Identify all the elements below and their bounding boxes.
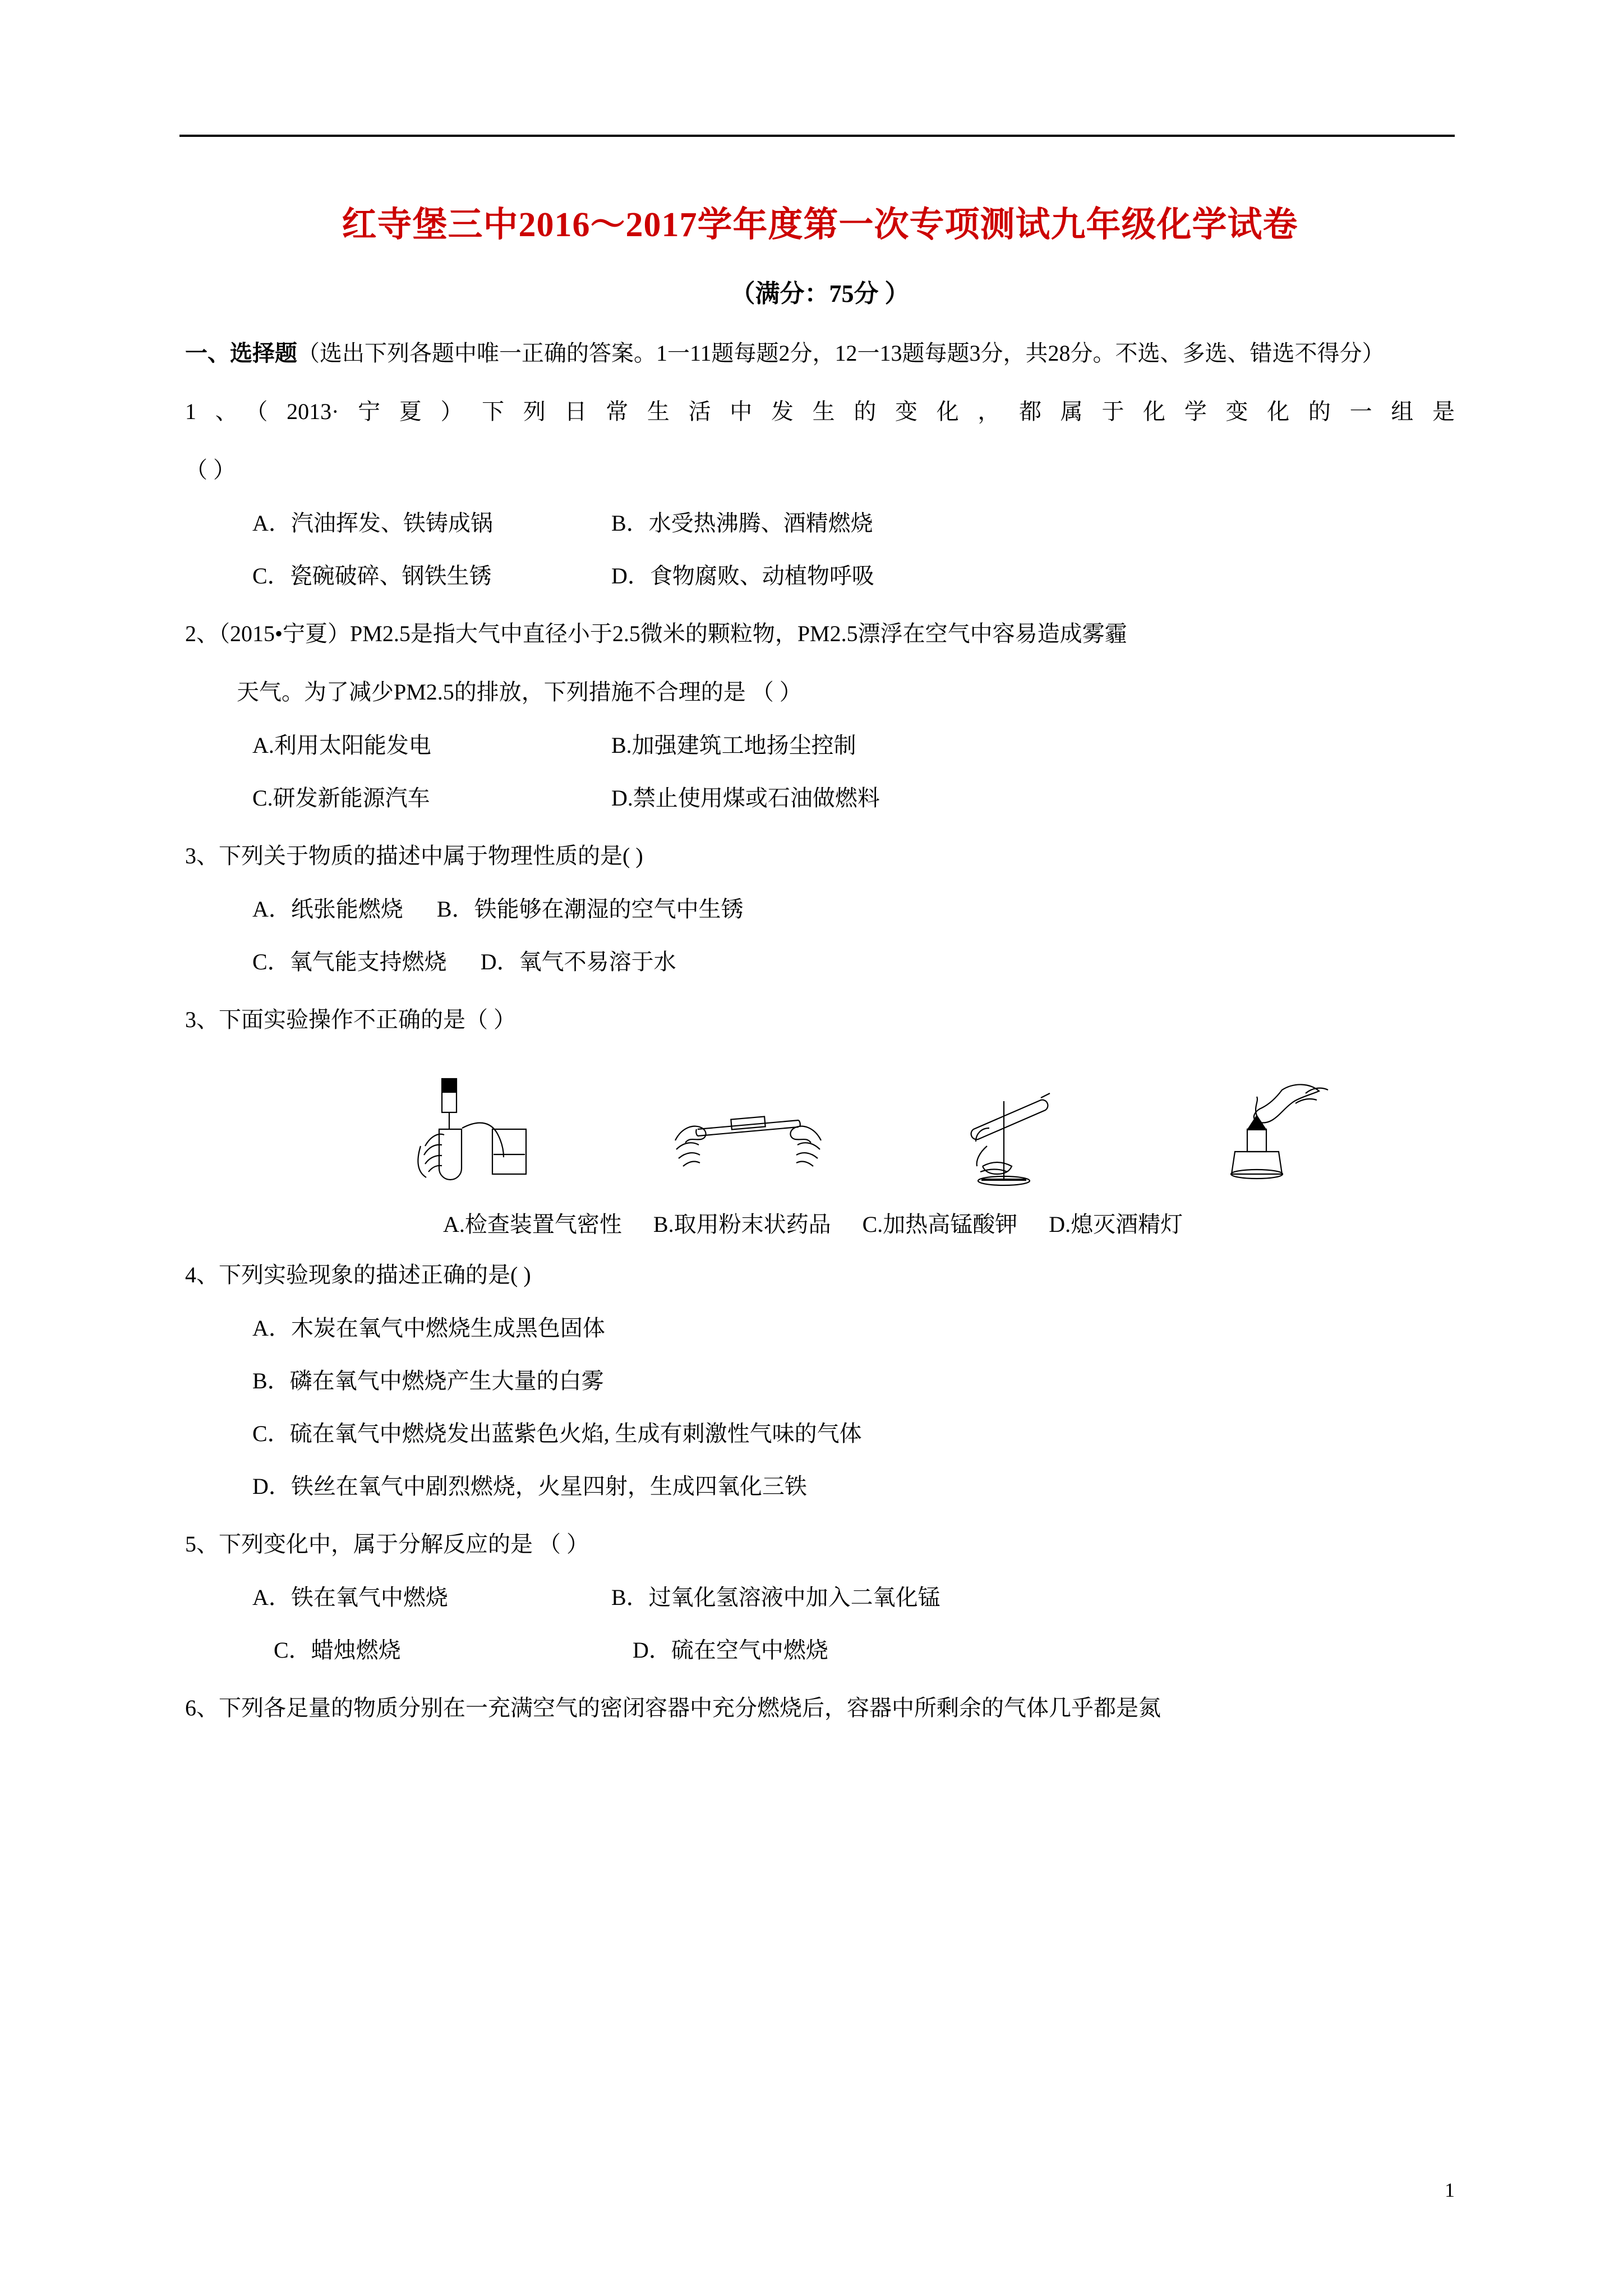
question-1-option-d: D．食物腐败、动植物呼吸 bbox=[611, 563, 874, 588]
question-6-stem: 6、下列各足量的物质分别在一充满空气的密闭容器中充分燃烧后，容器中所剩余的气体几乎都是氮 bbox=[185, 1695, 1161, 1720]
section-one-heading bbox=[185, 332, 1455, 375]
question-3-options-row-1 bbox=[185, 888, 1455, 931]
powder-reagent-icon bbox=[664, 1062, 832, 1202]
question-3-options-row-2 bbox=[185, 941, 1455, 983]
figure-caption-a: A.检查装置气密性 bbox=[443, 1212, 622, 1237]
document-subtitle: （满分：75分 ） bbox=[730, 280, 910, 307]
header-divider bbox=[179, 135, 1455, 137]
extinguish-lamp-icon bbox=[1175, 1062, 1344, 1202]
question-2-option-a: A.利用太阳能发电 bbox=[252, 733, 431, 758]
document-body bbox=[185, 168, 1455, 1730]
question-2-options-row-1 bbox=[185, 724, 1455, 767]
question-1-option-a: A．汽油挥发、铁铸成锅 bbox=[252, 510, 493, 536]
question-5-option-c: C．蜡烛燃烧 bbox=[274, 1637, 401, 1663]
heating-kmno4-icon bbox=[920, 1062, 1088, 1202]
question-5-option-d: D．硫在空气中燃烧 bbox=[633, 1637, 828, 1663]
airtightness-test-figure bbox=[408, 1062, 577, 1202]
question-4-stem: 4、下列实验现象的描述正确的是( ) bbox=[185, 1262, 531, 1287]
figure-captions bbox=[185, 1207, 1455, 1239]
question-4-option-b: B．磷在氧气中燃烧产生大量的白雾 bbox=[252, 1368, 604, 1393]
section-one-instructions: （选出下列各题中唯一正确的答案。1一11题每题2分，12一13题每题3分，共28分。不选、多选、错选不得分） bbox=[297, 341, 1385, 366]
question-1-options-row-2 bbox=[185, 555, 1455, 597]
question-3-option-a: A．纸张能燃烧 bbox=[252, 896, 403, 922]
question-5-options-row-2 bbox=[185, 1629, 1455, 1672]
question-2-option-c: C.研发新能源汽车 bbox=[252, 785, 430, 811]
question-5-stem: 5、下列变化中，属于分解反应的是 （ ） bbox=[185, 1531, 589, 1557]
question-4-option-a: A．木炭在氧气中燃烧生成黑色固体 bbox=[252, 1315, 605, 1341]
powder-reagent-figure bbox=[664, 1062, 832, 1202]
question-5-options-row-1 bbox=[185, 1576, 1455, 1619]
question-1-stem: 1、（2013·宁夏）下列日常生活中发生的变化，都属于化学变化的一组是 bbox=[185, 399, 1455, 424]
figure-caption-b: B.取用粉末状药品 bbox=[653, 1212, 831, 1237]
question-5-option-b: B．过氧化氢溶液中加入二氧化锰 bbox=[611, 1585, 940, 1610]
figure-caption-c: C.加热高锰酸钾 bbox=[862, 1212, 1018, 1237]
question-2-stem-continued: 天气。为了减少PM2.5的排放，下列措施不合理的是 （ ） bbox=[237, 679, 802, 705]
airtightness-test-icon bbox=[408, 1062, 577, 1202]
question-3-option-c: C．氧气能支持燃烧 bbox=[252, 949, 447, 974]
question-1-options-row-1 bbox=[185, 502, 1455, 545]
section-one-label: 一、选择题 bbox=[185, 341, 297, 366]
question-1-option-c: C．瓷碗破碎、钢铁生锈 bbox=[252, 563, 492, 588]
question-3-option-d: D．氧气不易溶于水 bbox=[480, 949, 676, 974]
question-2-options-row-2 bbox=[185, 777, 1455, 820]
question-4-option-c: C．硫在氧气中燃烧发出蓝紫色火焰, 生成有刺激性气味的气体 bbox=[252, 1421, 862, 1446]
page-title: 红寺堡三中2016～2017学年度第一次专项测试九年级化学试卷 bbox=[342, 206, 1298, 244]
question-5-option-a: A．铁在氧气中燃烧 bbox=[252, 1585, 448, 1610]
question-3b-stem: 3、下面实验操作不正确的是（ ） bbox=[185, 1007, 516, 1032]
question-4-option-d: D．铁丝在氧气中剧烈燃烧，火星四射，生成四氧化三铁 bbox=[252, 1474, 807, 1499]
question-2-option-d: D.禁止使用煤或石油做燃料 bbox=[611, 785, 880, 811]
question-3-stem: 3、下列关于物质的描述中属于物理性质的是( ) bbox=[185, 843, 643, 868]
question-2-stem: 2、（2015•宁夏）PM2.5是指大气中直径小于2.5微米的颗粒物，PM2.5漂浮在空气中容易造成雾霾 bbox=[185, 621, 1127, 646]
question-3-option-b: B．铁能够在潮湿的空气中生锈 bbox=[436, 896, 744, 922]
page-number: 1 bbox=[1445, 2179, 1455, 2201]
figure-caption-d: D.熄灭酒精灯 bbox=[1049, 1212, 1183, 1237]
question-1-option-b: B．水受热沸腾、酒精燃烧 bbox=[611, 510, 873, 536]
heating-kmno4-figure bbox=[920, 1062, 1088, 1202]
question-1-blank: （ ） bbox=[185, 457, 236, 482]
experiment-figures bbox=[185, 1056, 1455, 1202]
question-2-option-b: B.加强建筑工地扬尘控制 bbox=[611, 733, 856, 758]
extinguish-lamp-figure bbox=[1175, 1062, 1344, 1202]
